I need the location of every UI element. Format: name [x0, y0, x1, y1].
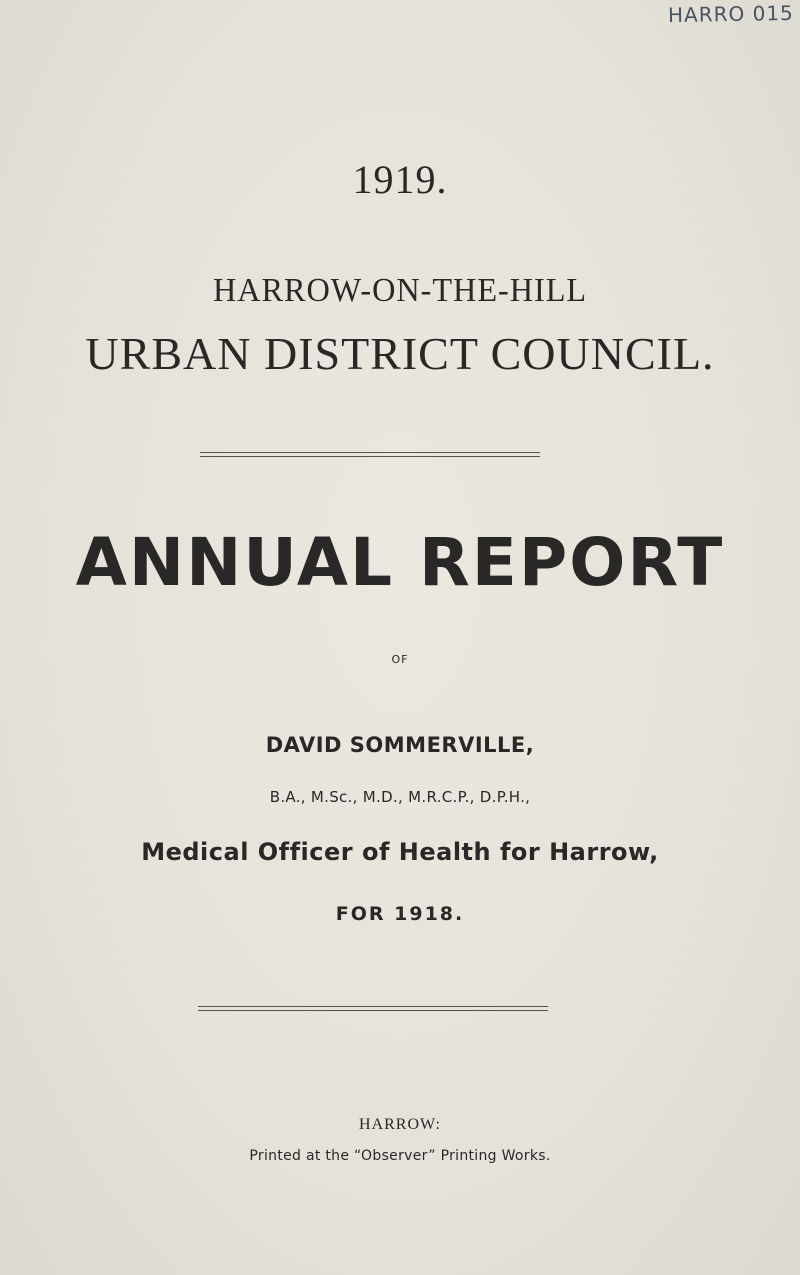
publication-year: 1919.	[352, 157, 448, 202]
imprint-printer: Printed at the “Observer” Printing Works.	[249, 1148, 551, 1164]
author-name: DAVID SOMMERVILLE,	[265, 733, 535, 757]
imprint-place: HARROW:	[359, 1116, 441, 1133]
double-rule-top	[200, 452, 540, 458]
place-heading: HARROW-ON-THE-HILL	[212, 272, 588, 309]
author-office: Medical Officer of Health for Harrow,	[141, 838, 659, 866]
archive-reference-mark: HARRO 015	[668, 0, 795, 28]
author-qualifications: B.A., M.Sc., M.D., M.R.C.P., D.P.H.,	[269, 788, 531, 806]
report-year: FOR 1918.	[335, 903, 465, 925]
council-heading: URBAN DISTRICT COUNCIL.	[85, 328, 715, 379]
report-title: ANNUAL REPORT	[75, 524, 725, 601]
double-rule-bottom	[198, 1006, 548, 1012]
of-label: OF	[391, 653, 409, 666]
